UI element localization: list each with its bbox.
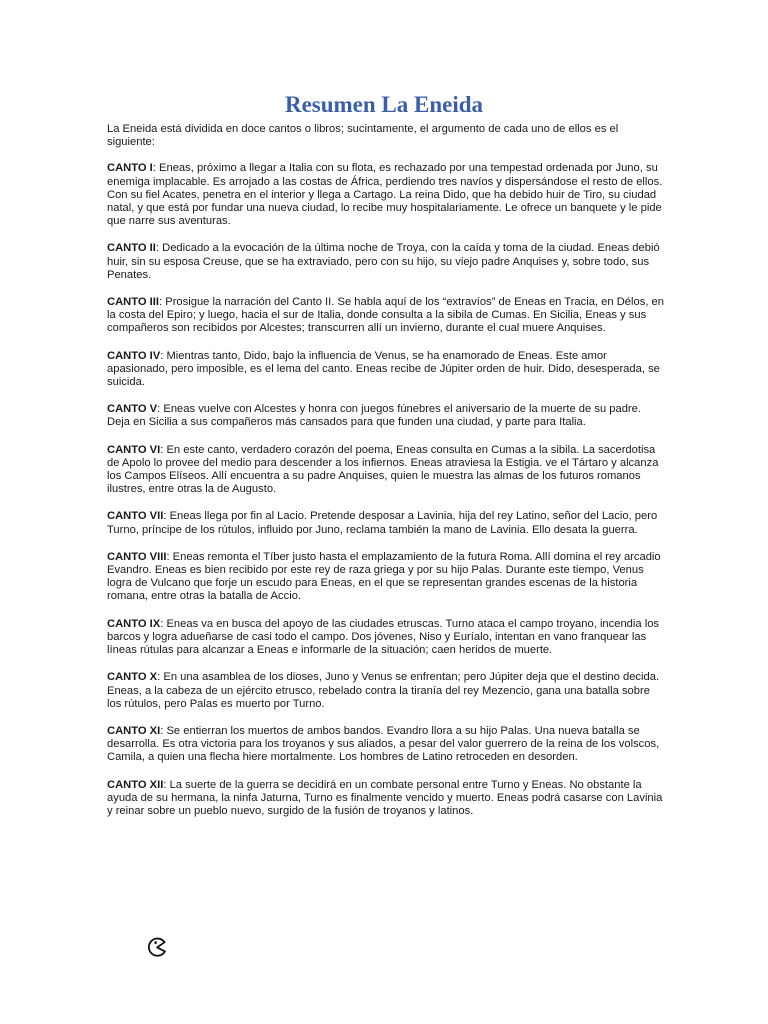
canto-label-1: CANTO I xyxy=(107,162,153,175)
canto-paragraph-5 xyxy=(107,403,665,429)
canto-label-6: CANTO VI xyxy=(107,443,161,456)
canto-label-4: CANTO IV xyxy=(107,349,161,362)
canto-label-3: CANTO III xyxy=(107,296,160,309)
canto-paragraph-10 xyxy=(107,671,665,711)
canto-text-12: : La suerte de la guerra se decidirá en un combate personal entre Turno y Eneas. No obstante la ayuda de su hermana, la ninfa Jaturna, Turno es finalmente vencido y muerto. Eneas podrá casarse con Lavinia y reinar sobre un pueblo nuevo, surgido de la fusión de troyanos y latinos. xyxy=(107,778,663,817)
canto-paragraph-12 xyxy=(107,779,665,819)
canto-text-10: : En una asamblea de los dioses, Juno y Venus se enfrentan; pero Júpiter deja que el destino decida. Eneas, a la cabeza de un ejército etrusco, rebelado contra la tiranía del rey Mezencio, gana una batalla sobre los rútulos, pero Palas es muerto por Turno. xyxy=(107,671,660,710)
canto-label-5: CANTO V xyxy=(107,403,158,416)
canto-text-8: : Eneas remonta el Tíber justo hasta el emplazamiento de la futura Roma. Allí domina el rey arcadio Evandro. Eneas es bien recibido por este rey de raza griega y por su hijo Palas. Durante este tiempo, Venus logra de Vulcano que forje un escudo para Eneas, en el que se representan grandes escenas de la historia romana, entre otras la batalla de Accio. xyxy=(107,550,661,603)
canto-paragraph-7 xyxy=(107,510,665,536)
canto-text-2: : Dedicado a la evocación de la última noche de Troya, con la caída y toma de la ciudad. Eneas debió huir, sin su esposa Creuse, que se ha extraviado, pero con su hijo, su viejo padre Anquises y, sobre todo, sus Penates. xyxy=(107,242,660,281)
canto-label-7: CANTO VII xyxy=(107,510,164,523)
canto-paragraph-9 xyxy=(107,618,665,658)
intro-paragraph: La Eneida está dividida en doce cantos o libros; sucintamente, el argumento de cada uno de ellos es el siguiente: xyxy=(107,123,619,149)
canto-text-7: : Eneas llega por fin al Lacio. Pretende desposar a Lavinia, hija del rey Latino, señor del Lacio, pero Turno, príncipe de los rútulos, influido por Juno, reclama también la mano de Lavinia. Ello desata la guerra. xyxy=(107,510,658,536)
canto-paragraph-8 xyxy=(107,551,665,604)
canto-label-9: CANTO IX xyxy=(107,617,161,630)
canto-paragraph-11 xyxy=(107,725,665,765)
canto-label-12: CANTO XII xyxy=(107,778,164,791)
canto-paragraph-2 xyxy=(107,242,665,282)
page-title: Resumen La Eneida xyxy=(284,92,484,117)
document-body xyxy=(107,123,665,832)
canto-text-4: : Mientras tanto, Dido, bajo la influencia de Venus, se ha enamorado de Eneas. Este amor apasionado, pero imposible, es el lema del canto. Eneas recibe de Júpiter orden de huir. Dido, desesperada, se suicida. xyxy=(107,349,660,389)
canto-label-10: CANTO X xyxy=(107,671,158,684)
canto-text-1: : Eneas, próximo a llegar a Italia con su flota, es rechazado por una tempestad ordenada por Juno, su enemiga implacable. Es arrojado a las costas de África, perdiendo tres navíos y dispersándose el resto de ellos. Con su fiel Acates, penetra en el interior y llega a Cartago. La reina Dido, que ha debido huir de Tiro, su ciudad natal, y que está por fundar una nueva ciudad, lo recibe muy hospitalariamente. Le ofrece un banquete y le pide que narre sus aventuras. xyxy=(107,162,663,228)
canto-label-11: CANTO XI xyxy=(107,724,161,737)
canto-paragraph-1 xyxy=(107,162,665,228)
canto-text-9: : Eneas va en busca del apoyo de las ciudades etruscas. Turno ataca el campo troyano, incendia los barcos y logra adueñarse de casi todo el campo. Dos jóvenes, Niso y Euríalo, intentan en vano franquear las líneas rútulas para alcanzar a Eneas e informarle de la situación; caen heridos de muerte. xyxy=(107,617,660,657)
canto-paragraph-6 xyxy=(107,444,665,497)
pacman-logo-icon xyxy=(146,936,168,958)
canto-paragraph-4 xyxy=(107,350,665,390)
canto-text-6: : En este canto, verdadero corazón del poema, Eneas consulta en Cumas a la sibila. La sacerdotisa de Apolo lo provee del medio para descender a los infiernos. Eneas atraviesa la Estigia. ve el Tártaro y alcanza los Campos Elíseos. Allí encuentra a su padre Anquises, quien le muestra las almas de los futuros romanos ilustres, entre otras la de Augusto. xyxy=(107,443,659,496)
canto-label-2: CANTO II xyxy=(107,242,156,255)
canto-label-8: CANTO VIII xyxy=(107,550,167,563)
canto-text-11: : Se entierran los muertos de ambos bandos. Evandro llora a su hijo Palas. Una nueva batalla se desarrolla. Es otra victoria para los troyanos y sus aliados, a pesar del valor guerrero de la reina de los volscos, Camila, a quien una flecha hiere mortalmente. Los hombres de Latino retroceden en desorden. xyxy=(107,724,660,764)
canto-text-5: : Eneas vuelve con Alcestes y honra con juegos fúnebres el aniversario de la muerte de su padre. Deja en Sicilia a sus compañeros más cansados para que funden una ciudad, y parte para Italia. xyxy=(107,403,641,429)
canto-paragraph-3 xyxy=(107,296,665,336)
canto-text-3: : Prosigue la narración del Canto II. Se habla aquí de los “extravíos” de Eneas en Tracia, en Délos, en la costa del Epiro; y luego, hacia el sur de Italia, donde consulta a la sibila de Cumas. En Sicilia, Eneas y sus compañeros son recibidos por Alcestes; transcurren allí un invierno, durante el cual muere Anquises. xyxy=(107,296,664,335)
